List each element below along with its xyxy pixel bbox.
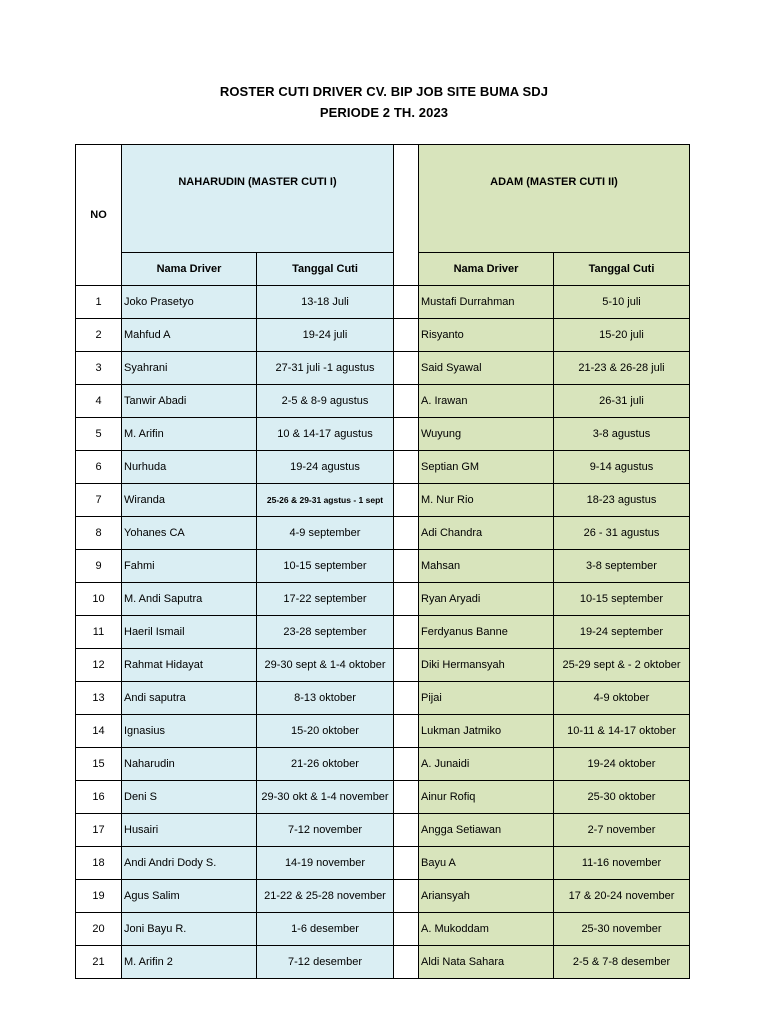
gap-cell xyxy=(394,418,419,451)
row-number: 9 xyxy=(76,550,122,583)
gap-cell xyxy=(394,616,419,649)
group2-driver-name: Ainur Rofiq xyxy=(419,781,554,814)
group2-leave-date: 11-16 november xyxy=(554,847,690,880)
gap-cell xyxy=(394,286,419,319)
gap-cell xyxy=(394,352,419,385)
group1-driver-name: Andi Andri Dody S. xyxy=(122,847,257,880)
row-number: 15 xyxy=(76,748,122,781)
group1-driver-name: Nurhuda xyxy=(122,451,257,484)
group1-leave-date: 17-22 september xyxy=(257,583,394,616)
group1-driver-name: Fahmi xyxy=(122,550,257,583)
table-row xyxy=(76,814,690,847)
group2-driver-name: Diki Hermansyah xyxy=(419,649,554,682)
group1-date-header: Tanggal Cuti xyxy=(257,253,394,286)
group2-leave-date: 5-10 juli xyxy=(554,286,690,319)
group1-driver-name: Tanwir Abadi xyxy=(122,385,257,418)
group2-date-header: Tanggal Cuti xyxy=(554,253,690,286)
row-number: 2 xyxy=(76,319,122,352)
group1-driver-name: Andi saputra xyxy=(122,682,257,715)
group2-driver-name: Angga Setiawan xyxy=(419,814,554,847)
group1-leave-date: 2-5 & 8-9 agustus xyxy=(257,385,394,418)
group2-driver-name: Lukman Jatmiko xyxy=(419,715,554,748)
no-header: NO xyxy=(76,145,122,286)
group2-driver-name: A. Mukoddam xyxy=(419,913,554,946)
group2-driver-name: Mahsan xyxy=(419,550,554,583)
group2-driver-name: Aldi Nata Sahara xyxy=(419,946,554,979)
gap-cell xyxy=(394,946,419,979)
group1-leave-date: 15-20 oktober xyxy=(257,715,394,748)
group2-driver-name: Ferdyanus Banne xyxy=(419,616,554,649)
group1-driver-header: Nama Driver xyxy=(122,253,257,286)
row-number: 8 xyxy=(76,517,122,550)
group2-header: ADAM (MASTER CUTI II) xyxy=(419,145,690,253)
group1-driver-name: Wiranda xyxy=(122,484,257,517)
table-row xyxy=(76,649,690,682)
gap-cell xyxy=(394,484,419,517)
table-row xyxy=(76,715,690,748)
group2-driver-name: A. Junaidi xyxy=(419,748,554,781)
group1-leave-date: 10-15 september xyxy=(257,550,394,583)
group1-driver-name: Mahfud A xyxy=(122,319,257,352)
row-number: 11 xyxy=(76,616,122,649)
group1-leave-date: 21-22 & 25-28 november xyxy=(257,880,394,913)
row-number: 20 xyxy=(76,913,122,946)
group2-leave-date: 15-20 juli xyxy=(554,319,690,352)
group2-driver-name: Said Syawal xyxy=(419,352,554,385)
group2-leave-date: 25-30 november xyxy=(554,913,690,946)
row-number: 17 xyxy=(76,814,122,847)
table-row xyxy=(76,748,690,781)
row-number: 3 xyxy=(76,352,122,385)
table-row xyxy=(76,484,690,517)
row-number: 10 xyxy=(76,583,122,616)
table-row xyxy=(76,913,690,946)
gap-cell xyxy=(394,715,419,748)
group1-driver-name: M. Arifin 2 xyxy=(122,946,257,979)
group2-driver-name: Bayu A xyxy=(419,847,554,880)
gap-cell xyxy=(394,319,419,352)
group2-leave-date: 2-7 november xyxy=(554,814,690,847)
group1-leave-date: 13-18 Juli xyxy=(257,286,394,319)
gap-cell xyxy=(394,517,419,550)
table-row xyxy=(76,583,690,616)
group2-driver-name: Wuyung xyxy=(419,418,554,451)
row-number: 14 xyxy=(76,715,122,748)
row-number: 6 xyxy=(76,451,122,484)
gap-cell xyxy=(394,682,419,715)
group1-driver-name: Agus Salim xyxy=(122,880,257,913)
group2-leave-date: 18-23 agustus xyxy=(554,484,690,517)
row-number: 18 xyxy=(76,847,122,880)
gap-column xyxy=(394,145,419,286)
group2-driver-name: Risyanto xyxy=(419,319,554,352)
group1-leave-date: 29-30 sept & 1-4 oktober xyxy=(257,649,394,682)
group1-leave-date: 7-12 desember xyxy=(257,946,394,979)
table-row xyxy=(76,550,690,583)
group1-header: NAHARUDIN (MASTER CUTI I) xyxy=(122,145,394,253)
group2-driver-name: Pijai xyxy=(419,682,554,715)
group1-driver-name: Ignasius xyxy=(122,715,257,748)
table-row xyxy=(76,451,690,484)
group1-driver-name: M. Andi Saputra xyxy=(122,583,257,616)
group2-leave-date: 9-14 agustus xyxy=(554,451,690,484)
gap-cell xyxy=(394,583,419,616)
document-period: PERIODE 2 TH. 2023 xyxy=(319,105,449,120)
group1-leave-date: 7-12 november xyxy=(257,814,394,847)
group1-leave-date: 1-6 desember xyxy=(257,913,394,946)
group1-leave-date: 29-30 okt & 1-4 november xyxy=(257,781,394,814)
gap-cell xyxy=(394,913,419,946)
table-row xyxy=(76,418,690,451)
group1-driver-name: Joni Bayu R. xyxy=(122,913,257,946)
document-title: ROSTER CUTI DRIVER CV. BIP JOB SITE BUMA SDJ xyxy=(219,84,549,99)
group1-driver-name: Rahmat Hidayat xyxy=(122,649,257,682)
group2-driver-header: Nama Driver xyxy=(419,253,554,286)
gap-cell xyxy=(394,880,419,913)
group1-driver-name: Syahrani xyxy=(122,352,257,385)
table-row xyxy=(76,682,690,715)
gap-cell xyxy=(394,814,419,847)
gap-cell xyxy=(394,451,419,484)
group2-leave-date: 4-9 oktober xyxy=(554,682,690,715)
table-row xyxy=(76,781,690,814)
group2-leave-date: 25-30 oktober xyxy=(554,781,690,814)
table-row xyxy=(76,385,690,418)
group2-leave-date: 26-31 juli xyxy=(554,385,690,418)
group2-leave-date: 10-15 september xyxy=(554,583,690,616)
group1-leave-date: 27-31 juli -1 agustus xyxy=(257,352,394,385)
group2-driver-name: Ariansyah xyxy=(419,880,554,913)
group1-driver-name: Deni S xyxy=(122,781,257,814)
group1-driver-name: Joko Prasetyo xyxy=(122,286,257,319)
group2-leave-date: 21-23 & 26-28 juli xyxy=(554,352,690,385)
row-number: 12 xyxy=(76,649,122,682)
group2-leave-date: 25-29 sept & - 2 oktober xyxy=(554,649,690,682)
row-number: 21 xyxy=(76,946,122,979)
group2-driver-name: M. Nur Rio xyxy=(419,484,554,517)
group2-leave-date: 10-11 & 14-17 oktober xyxy=(554,715,690,748)
group1-leave-date: 10 & 14-17 agustus xyxy=(257,418,394,451)
roster-table xyxy=(75,144,690,979)
group2-driver-name: A. Irawan xyxy=(419,385,554,418)
table-row xyxy=(76,946,690,979)
group1-driver-name: Yohanes CA xyxy=(122,517,257,550)
row-number: 19 xyxy=(76,880,122,913)
group1-leave-date: 19-24 agustus xyxy=(257,451,394,484)
group1-driver-name: Haeril Ismail xyxy=(122,616,257,649)
gap-cell xyxy=(394,781,419,814)
group2-leave-date: 17 & 20-24 november xyxy=(554,880,690,913)
row-number: 7 xyxy=(76,484,122,517)
gap-cell xyxy=(394,649,419,682)
group1-leave-date: 8-13 oktober xyxy=(257,682,394,715)
row-number: 16 xyxy=(76,781,122,814)
group1-leave-date: 19-24 juli xyxy=(257,319,394,352)
group1-leave-date: 4-9 september xyxy=(257,517,394,550)
group2-driver-name: Ryan Aryadi xyxy=(419,583,554,616)
table-row xyxy=(76,286,690,319)
row-number: 4 xyxy=(76,385,122,418)
group1-leave-date: 25-26 & 29-31 agstus - 1 sept xyxy=(257,484,394,517)
table-row xyxy=(76,847,690,880)
group2-driver-name: Mustafi Durrahman xyxy=(419,286,554,319)
gap-cell xyxy=(394,550,419,583)
row-number: 13 xyxy=(76,682,122,715)
group1-leave-date: 21-26 oktober xyxy=(257,748,394,781)
group2-leave-date: 2-5 & 7-8 desember xyxy=(554,946,690,979)
group2-leave-date: 19-24 september xyxy=(554,616,690,649)
table-row xyxy=(76,616,690,649)
table-row xyxy=(76,352,690,385)
gap-cell xyxy=(394,748,419,781)
row-number: 5 xyxy=(76,418,122,451)
group2-driver-name: Septian GM xyxy=(419,451,554,484)
group2-driver-name: Adi Chandra xyxy=(419,517,554,550)
group1-driver-name: M. Arifin xyxy=(122,418,257,451)
group2-leave-date: 3-8 september xyxy=(554,550,690,583)
group2-leave-date: 19-24 oktober xyxy=(554,748,690,781)
table-row xyxy=(76,880,690,913)
gap-cell xyxy=(394,847,419,880)
table-row xyxy=(76,319,690,352)
row-number: 1 xyxy=(76,286,122,319)
group2-leave-date: 26 - 31 agustus xyxy=(554,517,690,550)
gap-cell xyxy=(394,385,419,418)
group1-driver-name: Husairi xyxy=(122,814,257,847)
group1-leave-date: 14-19 november xyxy=(257,847,394,880)
table-row xyxy=(76,517,690,550)
group1-driver-name: Naharudin xyxy=(122,748,257,781)
group2-leave-date: 3-8 agustus xyxy=(554,418,690,451)
group1-leave-date: 23-28 september xyxy=(257,616,394,649)
